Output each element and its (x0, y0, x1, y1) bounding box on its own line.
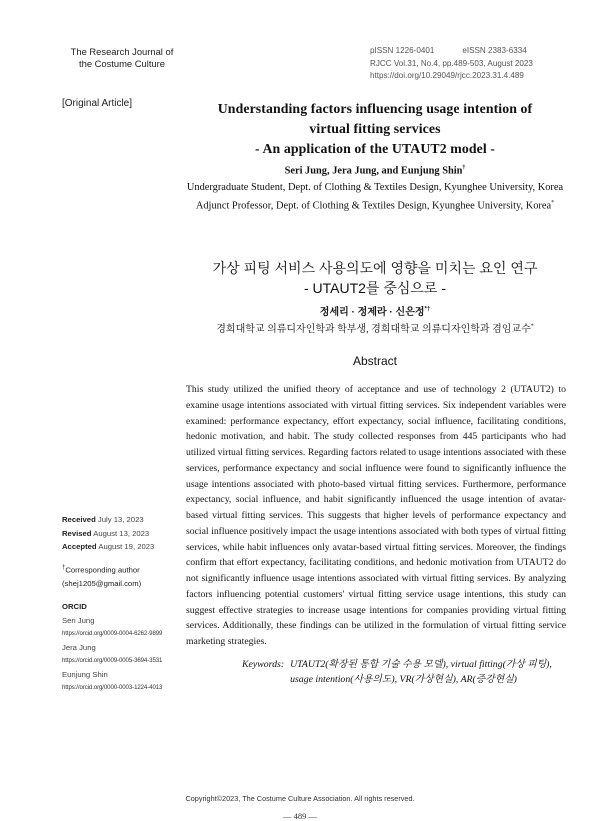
keywords-text: UTAUT2(확장된 통합 기술 수용 모델), virtual fitting(가상 피팅), usage intention(사용의도), VR(가상현실), AR(증강현실) (290, 659, 552, 685)
pissn: pISSN 1226-0401 (370, 46, 435, 55)
eissn: eISSN 2383-6334 (462, 46, 527, 55)
orcid-link[interactable]: https://orcid.org/0000-0003-1224-4013 (62, 684, 163, 692)
journal-issn-block (370, 45, 570, 83)
author-list (178, 165, 572, 176)
korean-title-line2: - UTAUT2를 중심으로 - (303, 280, 447, 296)
title-line1: Understanding factors influencing usage intention of (217, 101, 533, 116)
corresponding-label: Corresponding author (65, 565, 140, 575)
author-affiliations (178, 180, 572, 213)
orcid-link[interactable]: https://orcid.org/0009-0004-6262-9899 (62, 630, 163, 638)
journal-name-line2: the Costume Culture (79, 58, 165, 69)
article-type: [Original Article] (62, 98, 133, 109)
article-title (178, 99, 572, 159)
korean-title (178, 258, 572, 298)
title-line2: virtual fitting services (309, 121, 441, 136)
abstract-text: This study utilized the unified theory of acceptance and use of technology 2 (UTAUT2) to examine usage intentions associated with virtual fitting services. Six independent variables were examined: performance expectancy, effort expectancy, social influence, facilitating conditions, hedonic motivation, and habit. The study collected responses from 445 participants who had utilized virtual fitting services. Regarding factors related to usage intentions associated with these services, performance expectancy and social influence were found to significantly influence the usage intentions associated with photo-based virtual fitting services. Furthermore, performance expectancy, social influence, and habit significantly influenced the usage intention of avatar-based virtual fitting services. This suggests that higher levels of performance expectancy and social influence positively impact the usage intentions associated with both types of virtual fitting services, while habit influences only avatar-based virtual fitting services. Moreover, the findings confirm that effort expectancy, facilitating conditions, and hedonic motivation from UTAUT2 do not significantly influence usage intentions associated with virtual fitting services. By analyzing factors influencing potential customers' virtual fitting service usage intentions, this study can suggest effective strategies to increase usage intentions for companies providing virtual fitting services. Additionally, these findings can be utilized in the formulation of virtual fitting service marketing strategies. (186, 384, 566, 647)
doi-link[interactable]: https://doi.org/10.29049/rjcc.2023.31.4.489 (370, 71, 524, 80)
affiliation-1: Undergraduate Student, Dept. of Clothing & Textiles Design, Kyunghee University, Korea (186, 182, 564, 193)
korean-title-line1: 가상 피팅 서비스 사용의도에 영향을 미치는 요인 연구 (212, 260, 538, 276)
accepted-date: Accepted August 19, 2023 (62, 542, 155, 551)
title-line3: - An application of the UTAUT2 model - (254, 141, 496, 156)
orcid-link[interactable]: https://orcid.org/0009-0005-3694-3531 (62, 657, 163, 665)
orcid-entry (62, 668, 182, 695)
journal-name-line1: The Research Journal of (70, 46, 174, 57)
dagger-mark: † (62, 564, 66, 571)
orcid-entry (62, 641, 182, 668)
affiliation-2: Adjunct Professor, Dept. of Clothing & Textiles Design, Kyunghee University, Korea* (195, 199, 555, 211)
keywords (242, 657, 568, 687)
article-metadata (62, 513, 182, 695)
journal-name (52, 46, 192, 70)
corresponding-email[interactable]: (shej1205@gmail.com) (62, 578, 142, 588)
orcid-name: Eunjung Shin (62, 669, 108, 679)
author-names: Seri Jung, Jera Jung, and Eunjung Shin (284, 165, 463, 177)
revised-date: Revised August 13, 2023 (62, 528, 150, 538)
orcid-heading: ORCID (62, 602, 87, 612)
abstract-heading: Abstract (352, 354, 397, 368)
korean-authors: 정세리 · 정제라 · 신은정*† (319, 306, 431, 318)
orcid-entry (62, 614, 182, 641)
orcid-name: Jera Jung (62, 642, 96, 652)
copyright-notice: Copyright©2023, The Costume Culture Association. All rights reserved. (185, 794, 415, 803)
page-number: — 489 — (283, 811, 317, 821)
keywords-label: Keywords: (242, 659, 285, 670)
corresponding-author (62, 562, 182, 591)
author-mark: † (462, 165, 466, 171)
citation: RJCC Vol.31, No.4, pp.489-503, August 2023 (370, 58, 533, 68)
orcid-name: Seri Jung (62, 615, 95, 625)
received-date: Received July 13, 2023 (62, 515, 144, 524)
korean-affiliation: 경희대학교 의류디자인학과 학부생, 경희대학교 의류디자인학과 겸임교수* (216, 323, 534, 335)
